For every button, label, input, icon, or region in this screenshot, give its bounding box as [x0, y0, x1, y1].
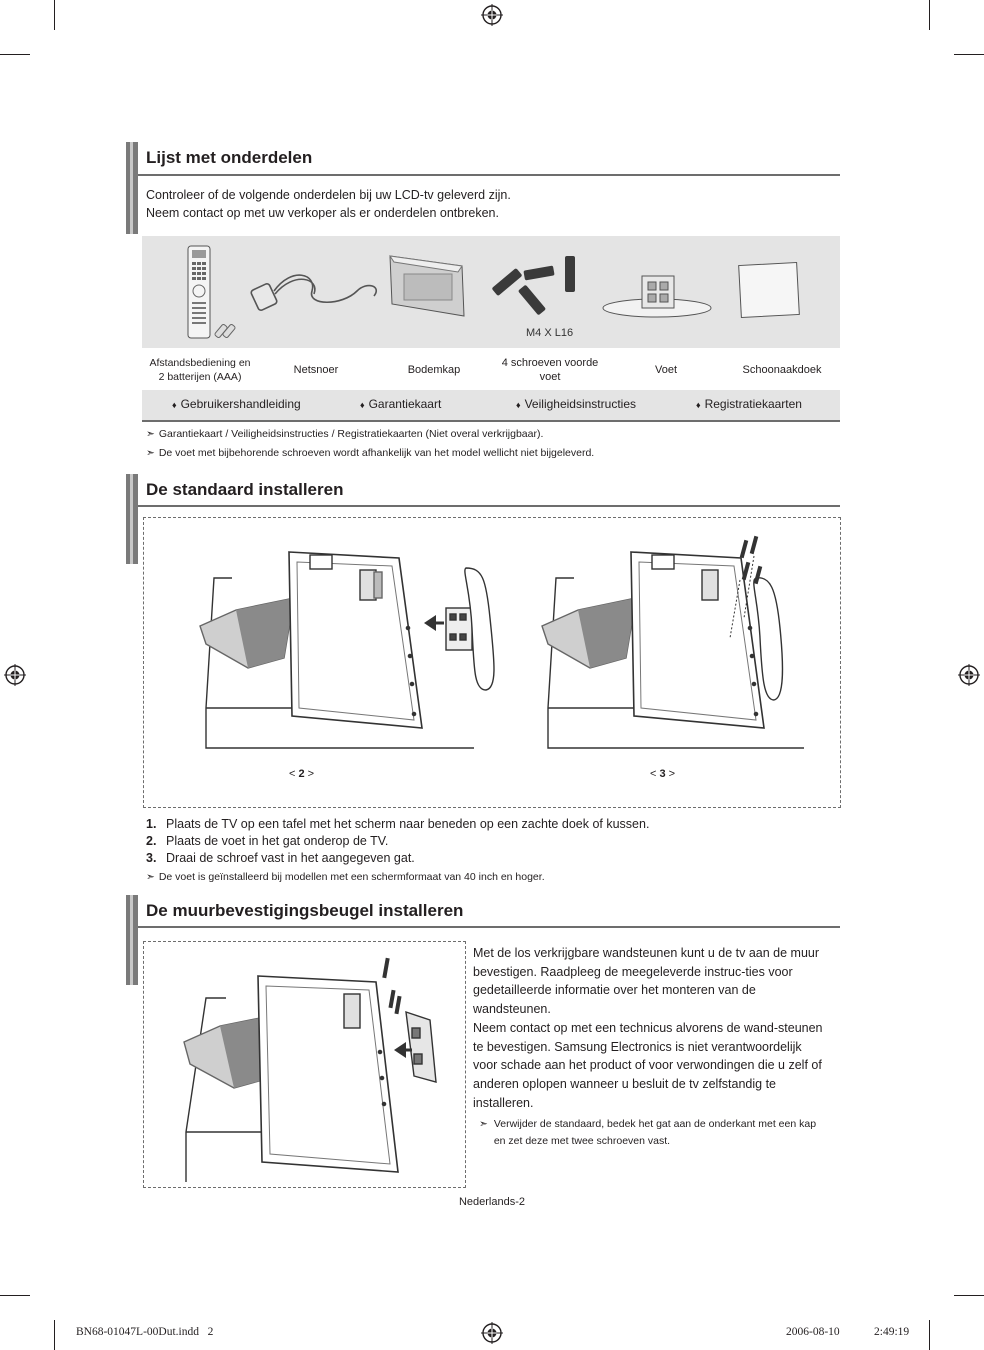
section-title-stand: De standaard installeren — [146, 480, 344, 499]
wall-paragraph: Met de los verkrijgbare wandsteunen kunt u de tv aan de muur bevestigen. Raadpleeg de meegeleverde instruc-ties voor gedetailleerde informatie over het monteren van de wandsteunen. — [473, 946, 820, 1017]
section-rule — [138, 505, 840, 507]
page-label: Nederlands-2 — [458, 1196, 526, 1208]
note-arrow-icon: ➣ — [479, 1118, 488, 1131]
remote-control-icon — [188, 246, 236, 338]
wall-paragraph: Neem contact op met een technicus alvorens de wand-steunen te bevestigen. Samsung Electronics is niet verantwoordelijk voor schade aan het product of voor verwondingen die u zelf of anderen oplopen wanneer u besluit de tv zelfstandig te installeren. — [473, 1020, 823, 1110]
crop-mark — [0, 1295, 30, 1296]
part-label: Voet — [654, 364, 678, 376]
bullet-diamond-icon: ♦ — [360, 400, 365, 410]
section-bar — [126, 895, 138, 985]
step-item: 2. Plaats de voet in het gat onderop de TV. — [146, 834, 389, 848]
screws-icon — [492, 256, 575, 315]
section-title-parts: Lijst met onderdelen — [146, 148, 313, 167]
stand-note: ➣ De voet is geïnstalleerd bij modellen met een schermformaat van 40 inch en hoger. — [146, 871, 545, 883]
figure-step-2 — [200, 552, 494, 748]
stand-figure-box — [143, 517, 841, 808]
cleaning-cloth-icon — [739, 263, 800, 318]
registration-mark-icon — [481, 4, 503, 26]
power-cord-icon — [250, 275, 376, 311]
documents-row — [142, 390, 840, 422]
wall-mount-description — [473, 944, 829, 1150]
bullet-diamond-icon: ♦ — [516, 400, 521, 410]
bullet-diamond-icon: ♦ — [696, 400, 701, 410]
step-item: 1. Plaats de TV op een tafel met het scherm naar beneden op een zachte doek of kussen. — [146, 817, 650, 831]
figure-caption-3: < 3 > — [650, 768, 676, 780]
parts-intro-line2: Neem contact op met uw verkoper als er onderdelen ontbreken. — [146, 206, 499, 220]
bullet-diamond-icon: ♦ — [172, 400, 177, 410]
crop-mark — [929, 1320, 930, 1350]
parts-note: ➣ De voet met bijbehorende schroeven wordt afhankelijk van het model wellicht niet bijgeleverd. — [146, 447, 595, 459]
wall-figure-box — [143, 941, 466, 1188]
crop-mark — [954, 54, 984, 55]
figure-step-3 — [542, 536, 804, 748]
crop-mark — [54, 0, 55, 30]
part-label: 4 schroeven voorde voet — [501, 357, 599, 383]
wall-note: ➣ Verwijder de standaard, bedek het gat aan de onderkant met een kap en zet deze met twee schroeven vast. — [473, 1116, 829, 1150]
crop-mark — [54, 1320, 55, 1350]
note-arrow-icon: ➣ — [146, 871, 155, 883]
section-bar — [126, 474, 138, 564]
stand-illustration — [144, 518, 840, 807]
crop-mark — [954, 1295, 984, 1296]
registration-mark-icon — [958, 664, 980, 686]
crop-mark — [0, 54, 30, 55]
doc-item: ♦ Gebruikershandleiding — [172, 397, 301, 411]
part-label: Schoonaakdoek — [742, 364, 822, 376]
section-title-wall: De muurbevestigingsbeugel installeren — [146, 901, 464, 920]
bottom-cover-icon — [390, 256, 464, 316]
section-bar — [126, 142, 138, 234]
section-rule — [138, 926, 840, 928]
crop-mark — [929, 0, 930, 30]
parts-labels-row — [142, 350, 840, 390]
stand-icon — [603, 276, 711, 317]
registration-mark-icon — [481, 1322, 503, 1344]
doc-item: ♦ Veiligheidsinstructies — [516, 397, 636, 411]
parts-intro-line1: Controleer of de volgende onderdelen bij uw LCD-tv geleverd zijn. — [146, 188, 511, 202]
note-arrow-icon: ➣ — [146, 447, 155, 459]
part-label: Netsnoer — [293, 364, 339, 376]
slug-time: 2:49:19 — [874, 1326, 910, 1338]
figure-caption-2: < 2 > — [289, 768, 315, 780]
slug-date: 2006-08-10 — [786, 1326, 840, 1338]
part-label: Afstandsbediening en 2 batterijen (AAA) — [149, 357, 251, 383]
parts-illustration-strip — [142, 236, 840, 348]
wall-mount-illustration — [144, 942, 465, 1187]
doc-item: ♦ Garantiekaart — [360, 397, 442, 411]
section-rule — [138, 174, 840, 176]
parts-illustration — [142, 236, 840, 348]
parts-note: ➣ Garantiekaart / Veiligheidsinstructies / Registratiekaarten (Niet overal verkrijgbaar). — [146, 428, 544, 440]
doc-item: ♦ Registratiekaarten — [696, 397, 802, 411]
note-arrow-icon: ➣ — [146, 428, 155, 440]
screw-spec: M4 X L16 — [526, 327, 574, 339]
part-label: Bodemkap — [407, 364, 461, 376]
registration-mark-icon — [4, 664, 26, 686]
file-slug: BN68-01047L-00Dut.indd 2 — [76, 1326, 214, 1338]
step-item: 3. Draai de schroef vast in het aangegeven gat. — [146, 851, 415, 865]
